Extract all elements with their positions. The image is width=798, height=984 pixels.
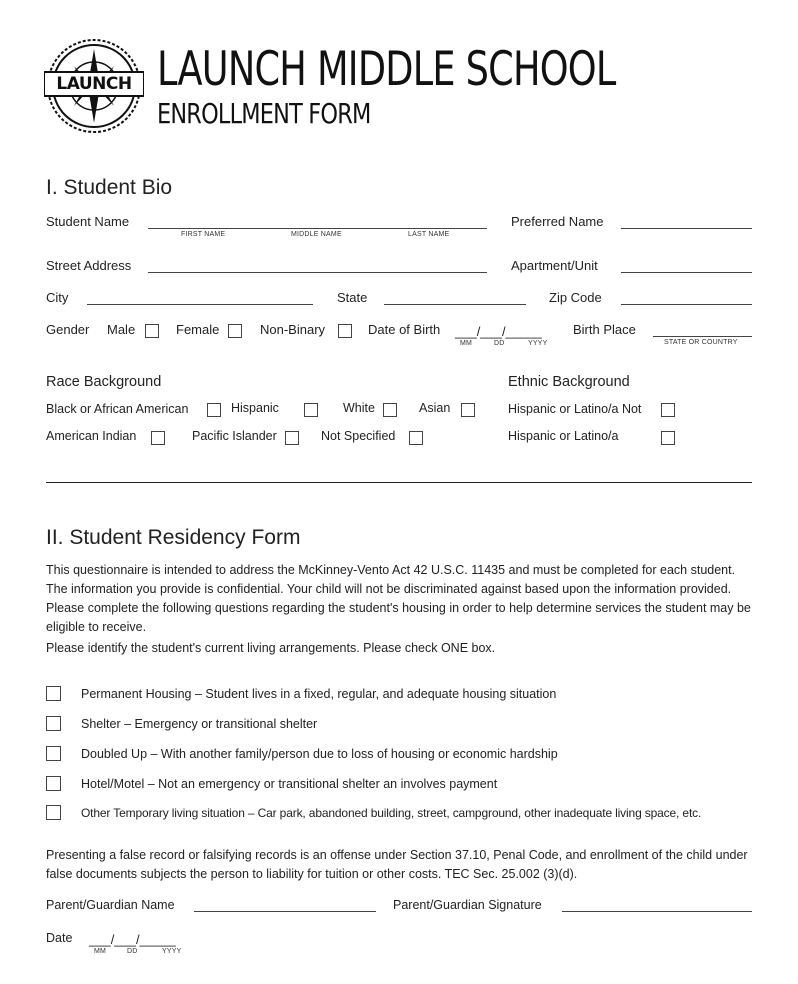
gender-male-checkbox[interactable] [145, 324, 159, 338]
guardian-signature-label: Parent/Guardian Signature [393, 898, 542, 912]
residency-instruction: Please identify the student's current living arrangements. Please check ONE box. [46, 641, 496, 655]
race-not-specified-label: Not Specified [321, 429, 396, 443]
section-heading-student-bio: I. Student Bio [46, 176, 173, 199]
dob-label: Date of Birth [368, 322, 441, 337]
zip-label: Zip Code [549, 290, 602, 305]
middle-name-hint: MIDDLE NAME [291, 231, 342, 238]
gender-female-checkbox[interactable] [228, 324, 242, 338]
housing-other-label: Other Temporary living situation – Car park, abandoned building, street, campground, other inadequate living space, etc. [81, 806, 702, 820]
birth-place-field[interactable] [653, 336, 752, 337]
ethnic-not-label: Hispanic or Latino/a Not [508, 402, 642, 416]
apartment-field[interactable] [621, 272, 752, 273]
housing-doubled-up-label: Doubled Up – With another family/person due to loss of housing or economic hardship [81, 747, 558, 761]
date-mm-hint: MM [94, 948, 107, 955]
form-name: ENROLLMENT FORM [157, 97, 371, 130]
school-logo [44, 37, 144, 135]
housing-doubled-up-checkbox[interactable] [46, 746, 61, 761]
race-black-label: Black or African American [46, 402, 189, 416]
date-yyyy-hint: YYYY [162, 948, 182, 955]
school-name: LAUNCH MIDDLE SCHOOL [157, 42, 616, 97]
gender-label: Gender [46, 322, 90, 337]
apartment-label: Apartment/Unit [511, 258, 598, 273]
dob-mm-hint: MM [460, 340, 473, 347]
student-name-label: Student Name [46, 214, 130, 229]
housing-other-checkbox[interactable] [46, 805, 61, 820]
housing-shelter-label: Shelter – Emergency or transitional shelter [81, 717, 318, 731]
race-american-indian-label: American Indian [46, 429, 137, 443]
city-field[interactable] [87, 304, 313, 305]
preferred-name-label: Preferred Name [511, 214, 604, 229]
logo-text: LAUNCH [56, 74, 132, 94]
housing-permanent-checkbox[interactable] [46, 686, 61, 701]
state-or-country-hint: STATE OR COUNTRY [664, 339, 738, 346]
ethnic-not-checkbox[interactable] [661, 403, 675, 417]
birth-place-label: Birth Place [573, 322, 636, 337]
section-heading-residency: II. Student Residency Form [46, 526, 301, 549]
false-record-warning: Presenting a false record or falsifying records is an offense under Section 37.10, Penal Code, and enrollment of the child under false documents subjects the person to liability for tuition or other costs. TEC Sec. 25.002 (3)(d). [46, 848, 748, 881]
dob-yyyy-hint: YYYY [528, 340, 548, 347]
guardian-name-field[interactable] [194, 911, 376, 912]
housing-hotel-label: Hotel/Motel – Not an emergency or transitional shelter an involves payment [81, 777, 498, 791]
gender-nonbinary-checkbox[interactable] [338, 324, 352, 338]
race-heading: Race Background [46, 374, 162, 390]
guardian-signature-field[interactable] [562, 911, 752, 912]
dob-dd-hint: DD [494, 340, 505, 347]
date-label: Date [46, 931, 73, 945]
housing-hotel-checkbox[interactable] [46, 776, 61, 791]
residency-intro: This questionnaire is intended to address the McKinney-Vento Act 42 U.S.C. 11435 and must be completed for each student. The information you provide is confidential. Your child will not be discriminated against based upon the information provided. Please complete the following questions regarding the student's housing in order to help determine services the student may be eligible to receive. [46, 563, 751, 634]
section-divider [46, 482, 752, 483]
ethnic-yes-label: Hispanic or Latino/a [508, 429, 619, 443]
race-white-label: White [343, 401, 375, 415]
race-american-indian-checkbox[interactable] [151, 431, 165, 445]
dob-field[interactable]: ___/___/_____ [455, 324, 542, 339]
date-field[interactable]: ___/___/_____ [89, 932, 176, 947]
gender-female-label: Female [176, 322, 220, 337]
race-black-checkbox[interactable] [207, 403, 221, 417]
gender-nonbinary-label: Non-Binary [260, 322, 326, 337]
ethnic-heading: Ethnic Background [508, 374, 630, 390]
first-name-hint: FIRST NAME [181, 231, 226, 238]
zip-field[interactable] [621, 304, 752, 305]
race-hispanic-label: Hispanic [231, 401, 279, 415]
race-asian-checkbox[interactable] [461, 403, 475, 417]
student-name-field[interactable] [148, 228, 487, 229]
preferred-name-field[interactable] [621, 228, 752, 229]
guardian-name-label: Parent/Guardian Name [46, 898, 175, 912]
ethnic-yes-checkbox[interactable] [661, 431, 675, 445]
race-pacific-checkbox[interactable] [285, 431, 299, 445]
last-name-hint: LAST NAME [408, 231, 450, 238]
city-label: City [46, 290, 69, 305]
street-address-field[interactable] [148, 272, 487, 273]
race-white-checkbox[interactable] [383, 403, 397, 417]
state-field[interactable] [384, 304, 526, 305]
state-label: State [337, 290, 368, 305]
housing-shelter-checkbox[interactable] [46, 716, 61, 731]
date-dd-hint: DD [127, 948, 138, 955]
race-pacific-label: Pacific Islander [192, 429, 277, 443]
housing-permanent-label: Permanent Housing – Student lives in a fixed, regular, and adequate housing situation [81, 687, 557, 701]
race-not-specified-checkbox[interactable] [409, 431, 423, 445]
gender-male-label: Male [107, 322, 136, 337]
street-address-label: Street Address [46, 258, 132, 273]
race-hispanic-checkbox[interactable] [304, 403, 318, 417]
race-asian-label: Asian [419, 401, 451, 415]
